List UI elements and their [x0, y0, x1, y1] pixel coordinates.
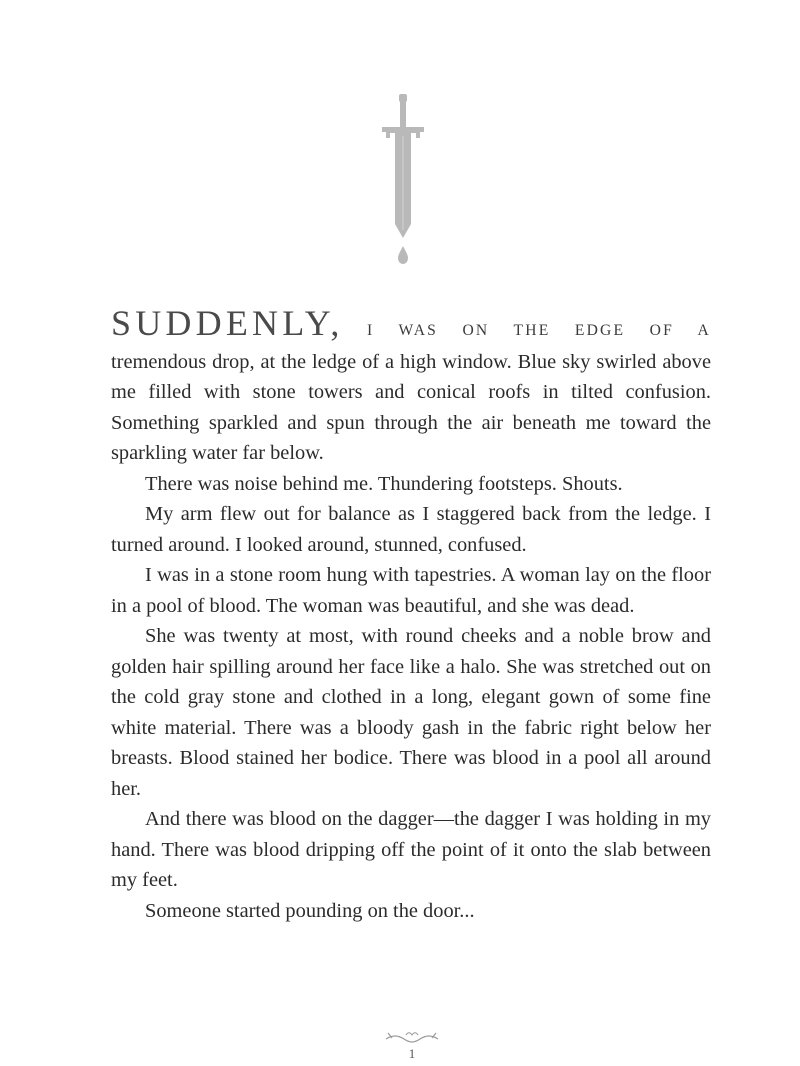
opening-small-caps: I WAS ON THE EDGE OF A — [366, 322, 711, 339]
opening-word: SUDDENLY, — [111, 303, 344, 343]
paragraph-3: My arm flew out for balance as I staggered back from the ledge. I turned around. I looked around, stunned, confused. — [111, 503, 711, 556]
sword-icon — [380, 92, 426, 268]
opening-line — [111, 303, 711, 347]
paragraph-6: And there was blood on the dagger—the dagger I was holding in my hand. There was blood dripping off the point of it onto the slab between my feet. — [111, 808, 711, 891]
paragraph-7: Someone started pounding on the door... — [145, 899, 475, 922]
paragraph-2: There was noise behind me. Thundering footsteps. Shouts. — [145, 472, 623, 495]
chapter-text — [111, 303, 711, 926]
paragraph-1: tremendous drop, at the ledge of a high window. Blue sky swirled above me filled with stone towers and conical roofs in tilted confusion. Something sparkled and spun through the air beneath me toward the sparkling water far below. — [111, 350, 711, 464]
page-number: 1 — [408, 1046, 416, 1061]
paragraph-5: She was twenty at most, with round cheeks and a noble brow and golden hair spilling around her face like a halo. She was stretched out on the cold gray stone and clothed in a long, elegant gown of some fine white material. There was a bloody gash in the fabric right below her breasts. Blood stained her bodice. There was blood in a pool all around her. — [111, 625, 711, 800]
paragraph-4: I was in a stone room hung with tapestries. A woman lay on the floor in a pool of blood. The woman was beautiful, and she was dead. — [111, 564, 711, 617]
